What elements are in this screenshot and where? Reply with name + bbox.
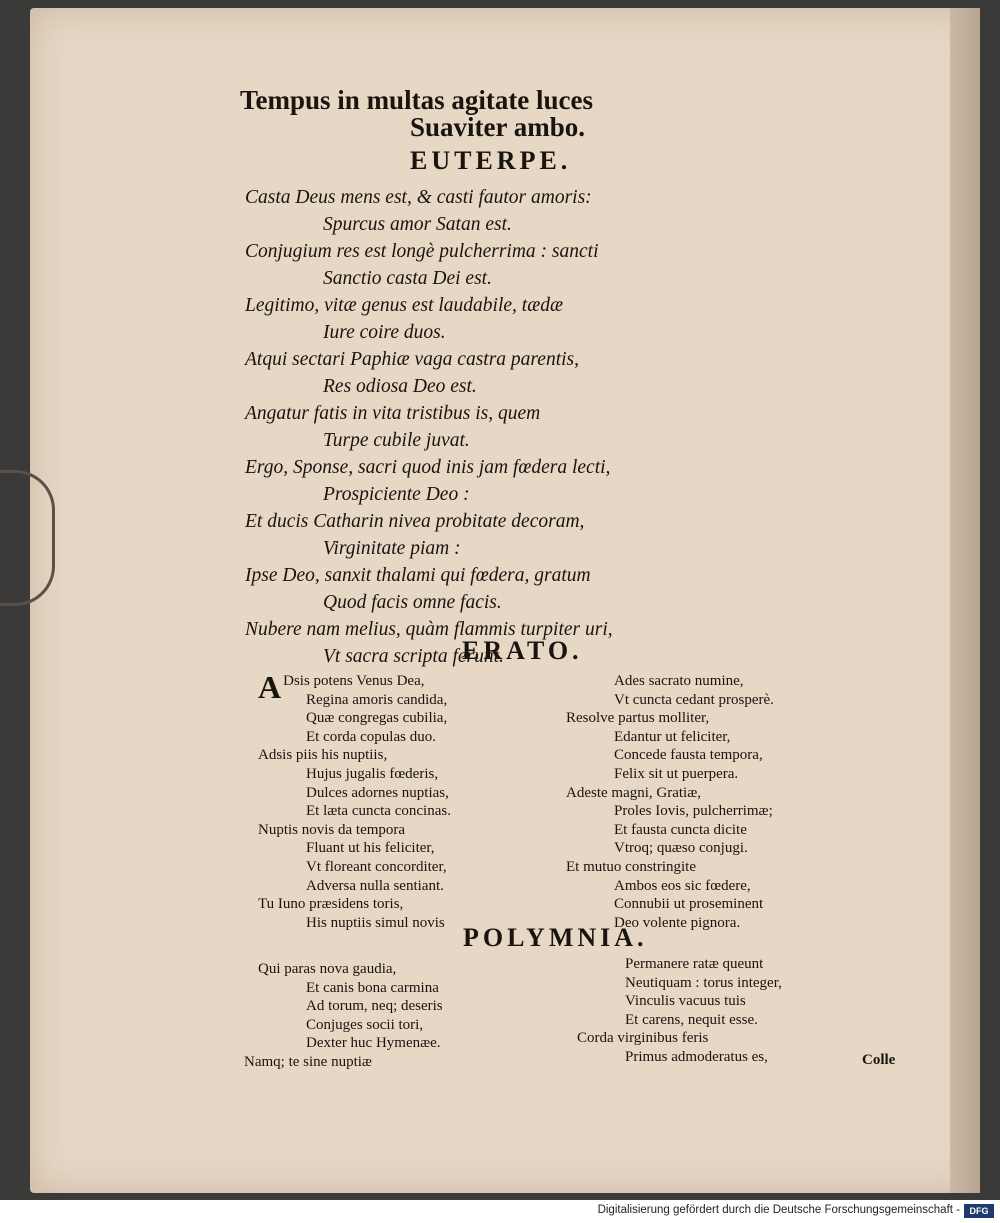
verse-line: Ades sacrato numine, <box>614 673 744 689</box>
verse-line: Quod facis omne facis. <box>323 592 502 613</box>
verse-line: Virginitate piam : <box>323 538 461 559</box>
verse-line: Regina amoris candida, <box>306 691 448 708</box>
verse-line: Connubii ut proseminent <box>614 896 764 913</box>
verse-line: Qui paras nova gaudia, <box>258 961 397 977</box>
verse-line: Vt sacra scripta ferunt. <box>323 646 504 667</box>
verse-line: Concede fausta tempora, <box>614 747 763 764</box>
funding-notice: Digitalisierung gefördert durch die Deutsche Forschungsgemeinschaft - <box>597 1204 960 1216</box>
verse-line: Et corda copulas duo. <box>306 728 436 745</box>
drop-cap: A <box>258 669 282 705</box>
verse-line: Dexter huc Hymenæe. <box>306 1035 441 1052</box>
verse-line: Dulces adornes nuptias, <box>306 784 449 801</box>
verse-text: Dsis potens Venus Dea, <box>283 673 425 689</box>
verse-line: Et carens, nequit esse. <box>625 1011 758 1028</box>
verse-line: Et fausta cuncta dicite <box>614 821 747 838</box>
verse-line: Fluant ut his feliciter, <box>306 840 435 857</box>
verse-line: Turpe cubile juvat. <box>323 430 470 451</box>
polymnia-right-column <box>577 955 782 1067</box>
verse-line: Deo volente pignora. <box>614 914 741 931</box>
verse-line: Spurcus amor Satan est. <box>323 214 512 235</box>
verse-line: Namq; te sine nuptiæ <box>244 1053 372 1070</box>
section-title-erato: ERATO. <box>462 636 583 665</box>
verse-line: Ad torum, neq; deseris <box>306 998 443 1015</box>
verse-line: Nuptis novis da tempora <box>258 821 406 838</box>
page-edge <box>950 8 980 1193</box>
bookmark-ribbon <box>0 470 55 606</box>
verse-line: Neutiquam : torus integer, <box>625 974 782 991</box>
verse-line: Et læta cuncta concinas. <box>306 803 451 820</box>
verse-line: Proles Iovis, pulcherrimæ; <box>614 803 773 820</box>
erato-left-column <box>258 669 451 932</box>
heading-line-2: Suaviter ambo. <box>410 112 586 142</box>
verse-line: Ergo, Sponse, sacri quod inis jam fœdera lecti, <box>245 457 611 478</box>
verse-line: Atqui sectari Paphiæ vaga castra parentis, <box>245 349 580 370</box>
verse-line: His nuptiis simul novis <box>306 914 445 931</box>
verse-line: Ambos eos sic fœdere, <box>614 877 751 894</box>
verse-line: Resolve partus molliter, <box>566 710 710 727</box>
verse-line: Edantur ut feliciter, <box>614 728 731 745</box>
verse-line: Iure coire duos. <box>323 322 446 343</box>
verse-line: Angatur fatis in vita tristibus is, quem <box>245 403 541 424</box>
verse-line: Legitimo, vitæ genus est laudabile, tædæ <box>245 295 563 316</box>
verse-line: Casta Deus mens est, & casti fautor amoris: <box>245 187 592 208</box>
catchword: Colle <box>862 1052 896 1068</box>
verse-line: Hujus jugalis fœderis, <box>306 765 439 782</box>
verse-line: Tu Iuno præsidens toris, <box>258 896 404 913</box>
verse-line: Ipse Deo, sanxit thalami qui fœdera, gratum <box>245 565 591 586</box>
section-title-euterpe: EUTERPE. <box>410 146 572 175</box>
verse-line: Vt cuncta cedant prosperè. <box>614 691 774 708</box>
euterpe-poem <box>245 184 765 670</box>
verse-line: Conjugium res est longè pulcherrima : sancti <box>245 241 599 262</box>
verse-line: Et canis bona carmina <box>306 979 439 996</box>
heading-line-1: Tempus in multas agitate luces <box>240 85 594 115</box>
verse-line: Conjuges socii tori, <box>306 1016 424 1033</box>
verse-line: Et ducis Catharin nivea probitate decoram, <box>245 511 585 532</box>
footer-bar <box>0 1200 1000 1223</box>
verse-line: Prospiciente Deo : <box>323 484 470 505</box>
verse-line: Sanctio casta Dei est. <box>323 268 492 289</box>
verse-line: Res odiosa Deo est. <box>323 376 477 397</box>
verse-line: Primus admoderatus es, <box>625 1048 768 1065</box>
polymnia-left-column <box>244 960 443 1072</box>
verse-line: Nubere nam melius, quàm flammis turpiter uri, <box>245 619 613 640</box>
verse-line: Adsis piis his nuptiis, <box>258 747 388 764</box>
erato-right-column <box>566 672 774 932</box>
verse-line: Felix sit ut puerpera. <box>614 765 739 782</box>
dfg-logo[interactable]: DFG <box>964 1204 994 1218</box>
verse-line: Quæ congregas cubilia, <box>306 710 448 727</box>
verse-line: Adversa nulla sentiant. <box>306 877 444 894</box>
verse-line: Vt floreant concorditer, <box>306 858 447 875</box>
verse-line: Corda virginibus feris <box>577 1030 709 1047</box>
verse-line: Et mutuo constringite <box>566 858 696 875</box>
section-title-polymnia: POLYMNIA. <box>463 923 648 952</box>
verse-line: Vtroq; quæso conjugi. <box>614 840 748 857</box>
verse-line: Permanere ratæ queunt <box>625 956 764 972</box>
verse-line: Vinculis vacuus tuis <box>625 993 746 1010</box>
verse-line: Adeste magni, Gratiæ, <box>566 784 701 801</box>
